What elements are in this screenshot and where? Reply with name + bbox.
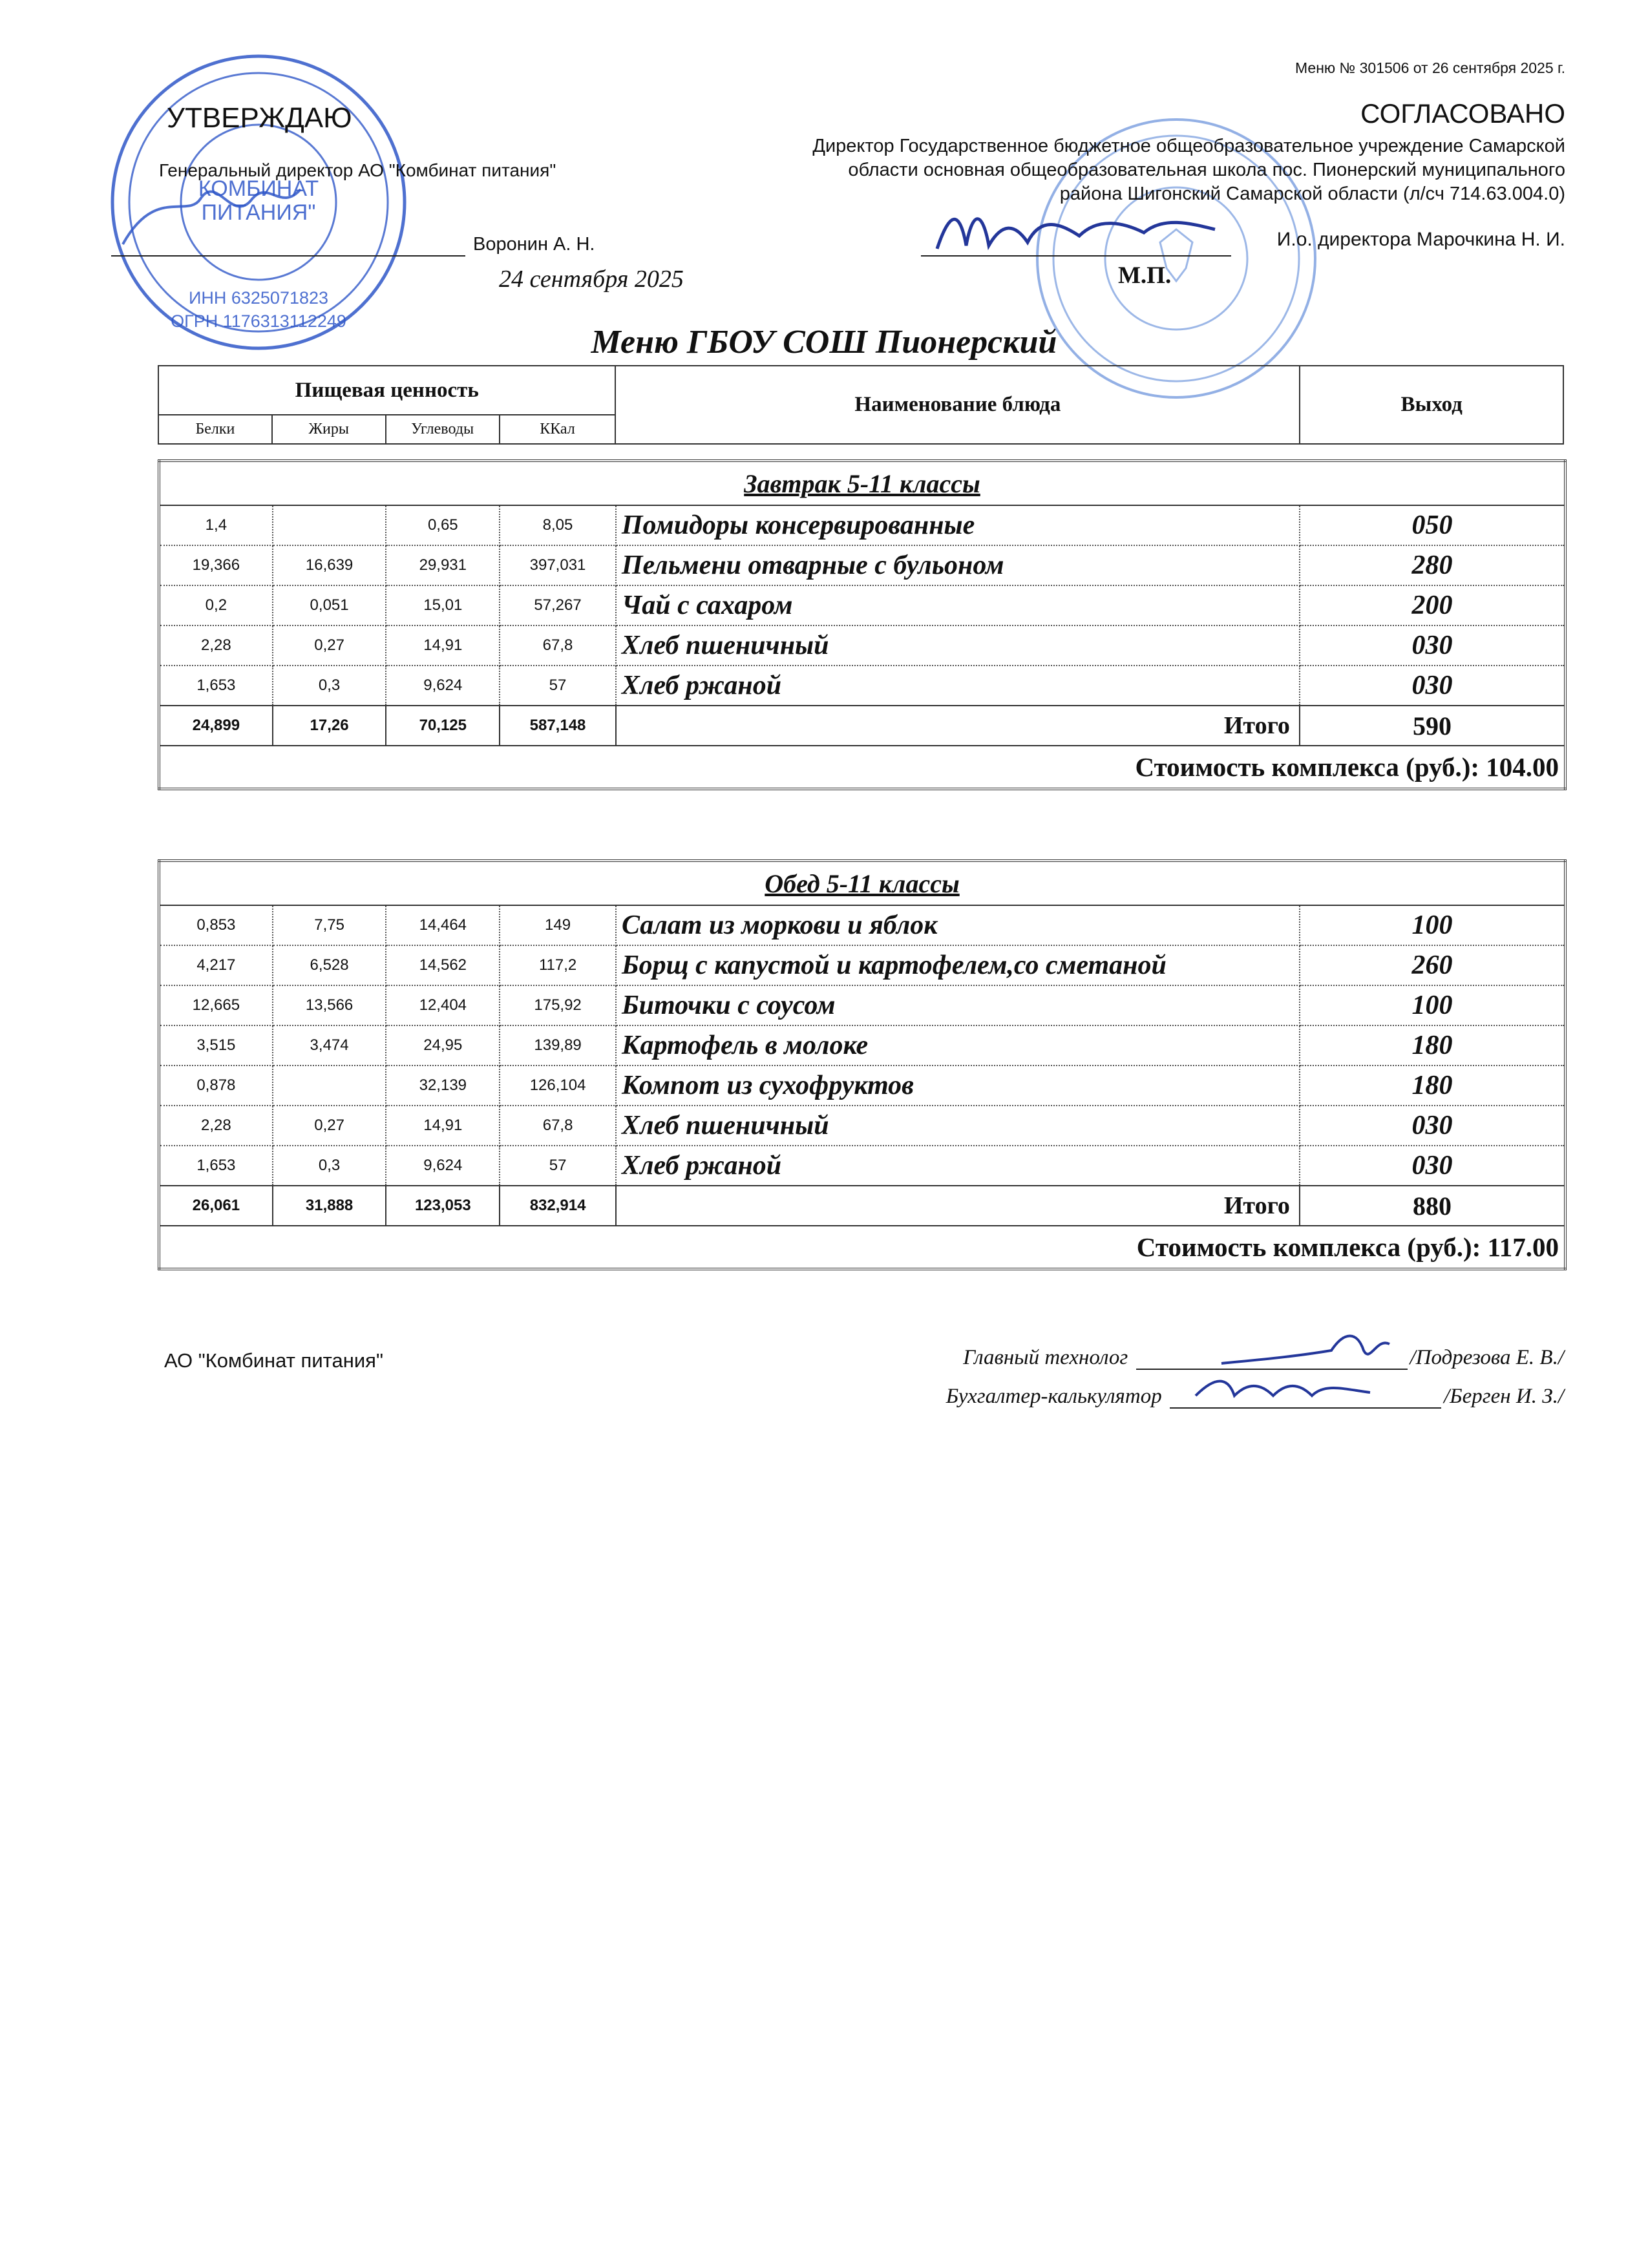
dish-output: 260 <box>1300 945 1565 985</box>
total-kcal: 587,148 <box>500 706 616 746</box>
carbs-cell: 9,624 <box>386 1146 500 1186</box>
kcal-cell: 139,89 <box>500 1025 616 1066</box>
protein-cell: 0,2 <box>159 585 273 625</box>
protein-cell: 0,853 <box>159 905 273 945</box>
fat-header: Жиры <box>272 415 386 444</box>
total-output: 590 <box>1300 706 1565 746</box>
menu-row <box>159 545 1565 585</box>
section-title: Обед 5-11 классы <box>159 861 1565 905</box>
kcal-cell: 57 <box>500 666 616 706</box>
carbs-cell: 14,464 <box>386 905 500 945</box>
kcal-header: ККал <box>500 415 616 444</box>
fat-cell: 6,528 <box>273 945 386 985</box>
accountant-role: Бухгалтер-калькулятор <box>945 1385 1162 1408</box>
fat-cell: 0,051 <box>273 585 386 625</box>
fat-cell: 0,3 <box>273 666 386 706</box>
technologist-role: Главный технолог <box>963 1346 1128 1369</box>
approve-date: 24 сентября 2025 <box>499 266 684 293</box>
approve-position: Генеральный директор АО "Комбинат питания" <box>159 160 556 180</box>
protein-cell: 12,665 <box>159 985 273 1025</box>
protein-cell: 1,653 <box>159 1146 273 1186</box>
dish-output: 030 <box>1300 666 1565 706</box>
protein-cell: 19,366 <box>159 545 273 585</box>
section-title: Завтрак 5-11 классы <box>159 461 1565 505</box>
menu-row <box>159 945 1565 985</box>
agree-name: И.о. директора Марочкина Н. И. <box>1276 229 1565 250</box>
dish-name: Компот из сухофруктов <box>616 1066 1300 1106</box>
agree-organization <box>777 134 1565 205</box>
total-protein: 24,899 <box>159 706 273 746</box>
protein-cell: 1,653 <box>159 666 273 706</box>
accountant-name: /Берген И. З./ <box>1443 1385 1564 1408</box>
total-label: Итого <box>616 1186 1300 1226</box>
protein-cell: 4,217 <box>159 945 273 985</box>
menu-row <box>159 625 1565 666</box>
dish-name: Хлеб ржаной <box>616 1146 1300 1186</box>
dish-output: 200 <box>1300 585 1565 625</box>
kcal-cell: 57,267 <box>500 585 616 625</box>
protein-cell: 3,515 <box>159 1025 273 1066</box>
carbs-cell: 29,931 <box>386 545 500 585</box>
director-signature <box>931 197 1234 268</box>
technologist-name: /Подрезова Е. В./ <box>1410 1346 1564 1369</box>
dish-output: 100 <box>1300 905 1565 945</box>
dish-output: 030 <box>1300 1106 1565 1146</box>
dish-name: Биточки с соусом <box>616 985 1300 1025</box>
carbs-cell: 14,91 <box>386 1106 500 1146</box>
svg-text:ОГРН 1176313112249: ОГРН 1176313112249 <box>171 311 346 331</box>
total-carbs: 123,053 <box>386 1186 500 1226</box>
dish-name: Борщ с капустой и картофелем,со сметаной <box>616 945 1300 985</box>
total-row <box>159 706 1565 746</box>
kcal-cell: 57 <box>500 1146 616 1186</box>
dish-name: Пельмени отварные с бульоном <box>616 545 1300 585</box>
fat-cell: 7,75 <box>273 905 386 945</box>
protein-header: Белки <box>158 415 272 444</box>
dish-name: Салат из моркови и яблок <box>616 905 1300 945</box>
fat-cell <box>273 505 386 545</box>
dish-name: Хлеб пшеничный <box>616 1106 1300 1146</box>
document-title: Меню ГБОУ СОШ Пионерский <box>591 324 1057 361</box>
dish-output: 280 <box>1300 545 1565 585</box>
footer-organization: АО "Комбинат питания" <box>164 1349 383 1372</box>
total-label: Итого <box>616 706 1300 746</box>
menu-number: Меню № 301506 от 26 сентября 2025 г. <box>1295 59 1565 76</box>
carbs-cell: 0,65 <box>386 505 500 545</box>
carbs-cell: 14,562 <box>386 945 500 985</box>
carbs-cell: 9,624 <box>386 666 500 706</box>
total-fat: 17,26 <box>273 706 386 746</box>
dish-header: Наименование блюда <box>615 366 1300 444</box>
protein-cell: 2,28 <box>159 1106 273 1146</box>
kcal-cell: 397,031 <box>500 545 616 585</box>
dish-output: 030 <box>1300 625 1565 666</box>
dish-output: 180 <box>1300 1025 1565 1066</box>
agree-title: СОГЛАСОВАНО <box>1360 98 1565 129</box>
total-kcal: 832,914 <box>500 1186 616 1226</box>
dish-name: Чай с сахаром <box>616 585 1300 625</box>
dish-output: 180 <box>1300 1066 1565 1106</box>
approve-title: УТВЕРЖДАЮ <box>167 102 352 134</box>
nutrition-header: Пищевая ценность <box>158 366 615 415</box>
dish-output: 100 <box>1300 985 1565 1025</box>
agree-signature-line <box>921 255 1231 257</box>
agree-org-line: Директор Государственное бюджетное общеобразовательное учреждение Самарской <box>812 136 1565 156</box>
columns-header-table <box>158 365 1564 445</box>
carbs-cell: 15,01 <box>386 585 500 625</box>
menu-row <box>159 985 1565 1025</box>
agree-org-line: района Шигонский Самарской области (л/сч 714.63.004.0) <box>1059 183 1565 204</box>
menu-row <box>159 1025 1565 1066</box>
menu-row <box>159 505 1565 545</box>
kcal-cell: 67,8 <box>500 1106 616 1146</box>
svg-text:ИНН 6325071823: ИНН 6325071823 <box>188 288 329 308</box>
fat-cell: 16,639 <box>273 545 386 585</box>
carbs-header: Углеводы <box>386 415 500 444</box>
fat-cell: 3,474 <box>273 1025 386 1066</box>
kcal-cell: 67,8 <box>500 625 616 666</box>
dish-name: Помидоры консервированные <box>616 505 1300 545</box>
dish-output: 030 <box>1300 1146 1565 1186</box>
fat-cell: 0,27 <box>273 625 386 666</box>
dish-name: Хлеб пшеничный <box>616 625 1300 666</box>
dish-name: Хлеб ржаной <box>616 666 1300 706</box>
lunch-table <box>158 859 1567 1270</box>
breakfast-table <box>158 459 1567 790</box>
menu-row <box>159 1066 1565 1106</box>
kcal-cell: 149 <box>500 905 616 945</box>
carbs-cell: 14,91 <box>386 625 500 666</box>
output-header: Выход <box>1300 366 1563 444</box>
protein-cell: 0,878 <box>159 1066 273 1106</box>
dish-output: 050 <box>1300 505 1565 545</box>
protein-cell: 1,4 <box>159 505 273 545</box>
svg-text:ПИТАНИЯ": ПИТАНИЯ" <box>201 200 316 225</box>
approve-name: Воронин А. Н. <box>473 234 595 255</box>
protein-cell: 2,28 <box>159 625 273 666</box>
fat-cell: 13,566 <box>273 985 386 1025</box>
agree-org-line: области основная общеобразовательная школа пос. Пионерский муниципального <box>848 159 1565 180</box>
carbs-cell: 32,139 <box>386 1066 500 1106</box>
menu-row <box>159 666 1565 706</box>
company-seal <box>103 50 414 354</box>
total-output: 880 <box>1300 1186 1565 1226</box>
total-protein: 26,061 <box>159 1186 273 1226</box>
complex-cost: Стоимость комплекса (руб.): 117.00 <box>159 1226 1565 1269</box>
kcal-cell: 8,05 <box>500 505 616 545</box>
total-carbs: 70,125 <box>386 706 500 746</box>
menu-row <box>159 1106 1565 1146</box>
mp-label: М.П. <box>1118 262 1172 289</box>
fat-cell <box>273 1066 386 1106</box>
kcal-cell: 117,2 <box>500 945 616 985</box>
menu-row <box>159 905 1565 945</box>
dish-name: Картофель в молоке <box>616 1025 1300 1066</box>
svg-text:КОМБИНАТ: КОМБИНАТ <box>198 176 319 201</box>
complex-cost: Стоимость комплекса (руб.): 104.00 <box>159 746 1565 789</box>
menu-row <box>159 1146 1565 1186</box>
carbs-cell: 24,95 <box>386 1025 500 1066</box>
carbs-cell: 12,404 <box>386 985 500 1025</box>
fat-cell: 0,3 <box>273 1146 386 1186</box>
accountant-signature <box>1189 1363 1383 1415</box>
kcal-cell: 126,104 <box>500 1066 616 1106</box>
total-row <box>159 1186 1565 1226</box>
kcal-cell: 175,92 <box>500 985 616 1025</box>
fat-cell: 0,27 <box>273 1106 386 1146</box>
approve-signature-line <box>111 255 465 257</box>
menu-row <box>159 585 1565 625</box>
total-fat: 31,888 <box>273 1186 386 1226</box>
